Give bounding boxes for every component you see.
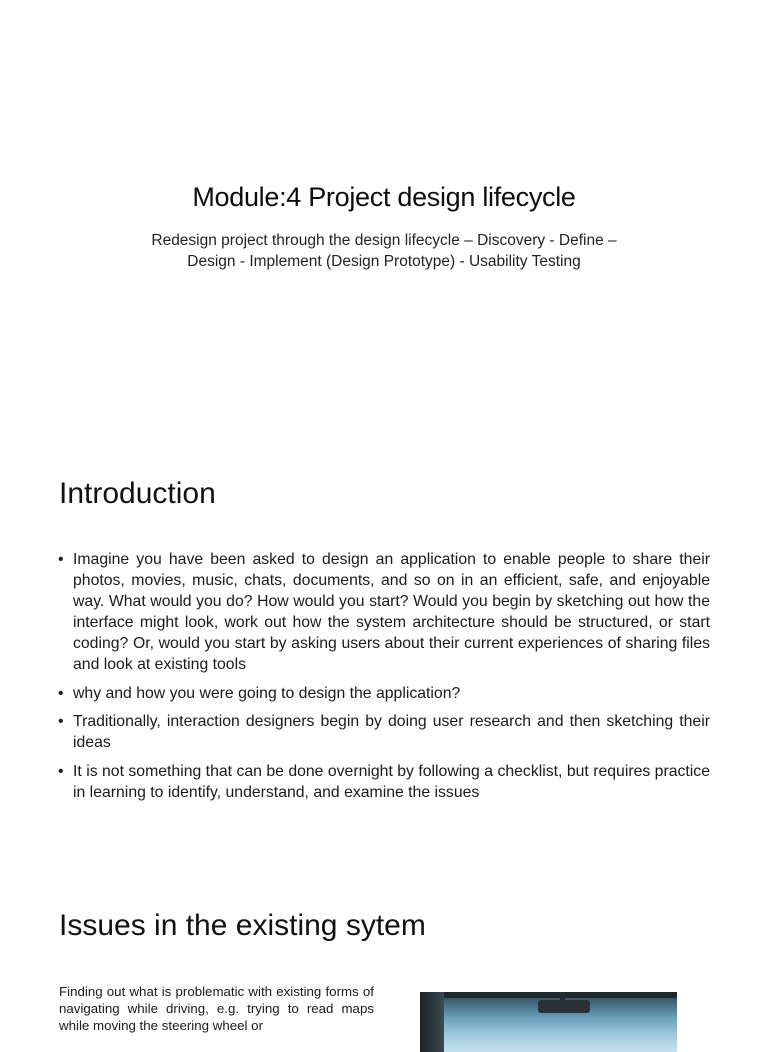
bullet-text: why and how you were going to design the application? (73, 684, 461, 702)
page-title: Module:4 Project design lifecycle (192, 182, 576, 212)
slide-introduction (0, 432, 768, 864)
slide-issues (0, 864, 768, 1033)
a-pillar (420, 992, 444, 1052)
issue-body-text: Finding out what is problematic with existing forms of navigating while driving, e.g. trying to read maps while moving the steering wheel or (59, 984, 374, 1033)
bullet-text: Imagine you have been asked to design an application to enable people to share their photos, movies, music, chats, documents, and so on in an efficient, safe, and enjoyable way. What would you do? How would you start? Would you begin by sketching out how the interface might look, work out how the system architecture should be structured, or start coding? Or, would you start by asking users about their current experiences of sharing files and look at existing tools (73, 551, 710, 673)
bullet-text: Traditionally, interaction designers begin by doing user research and then sketching their ideas (73, 713, 710, 751)
bullet-item (58, 683, 710, 704)
windshield-frame (420, 992, 677, 998)
slide-title (0, 0, 768, 432)
subtitle-line-2: Design - Implement (Design Prototype) - Usability Testing (187, 253, 581, 270)
slide-heading: Introduction (59, 477, 216, 510)
bullet-dot-icon: • (58, 684, 64, 702)
bullet-item (58, 711, 710, 753)
rearview-mirror-icon (538, 1000, 590, 1013)
bullet-dot-icon: • (58, 713, 64, 730)
bullet-item (58, 549, 710, 675)
subtitle-line-1: Redesign project through the design lifecycle – Discovery - Define – (151, 232, 617, 249)
bullet-text: It is not something that can be done overnight by following a checklist, but requires practice in learning to identify, understand, and examine the issues (73, 762, 710, 801)
bullet-list (58, 549, 710, 810)
slide-heading: Issues in the existing sytem (59, 909, 426, 942)
car-interior-photo (420, 992, 677, 1052)
bullet-item (58, 761, 710, 803)
subtitle (84, 230, 684, 272)
bullet-dot-icon: • (58, 551, 64, 568)
bullet-dot-icon: • (58, 762, 64, 780)
